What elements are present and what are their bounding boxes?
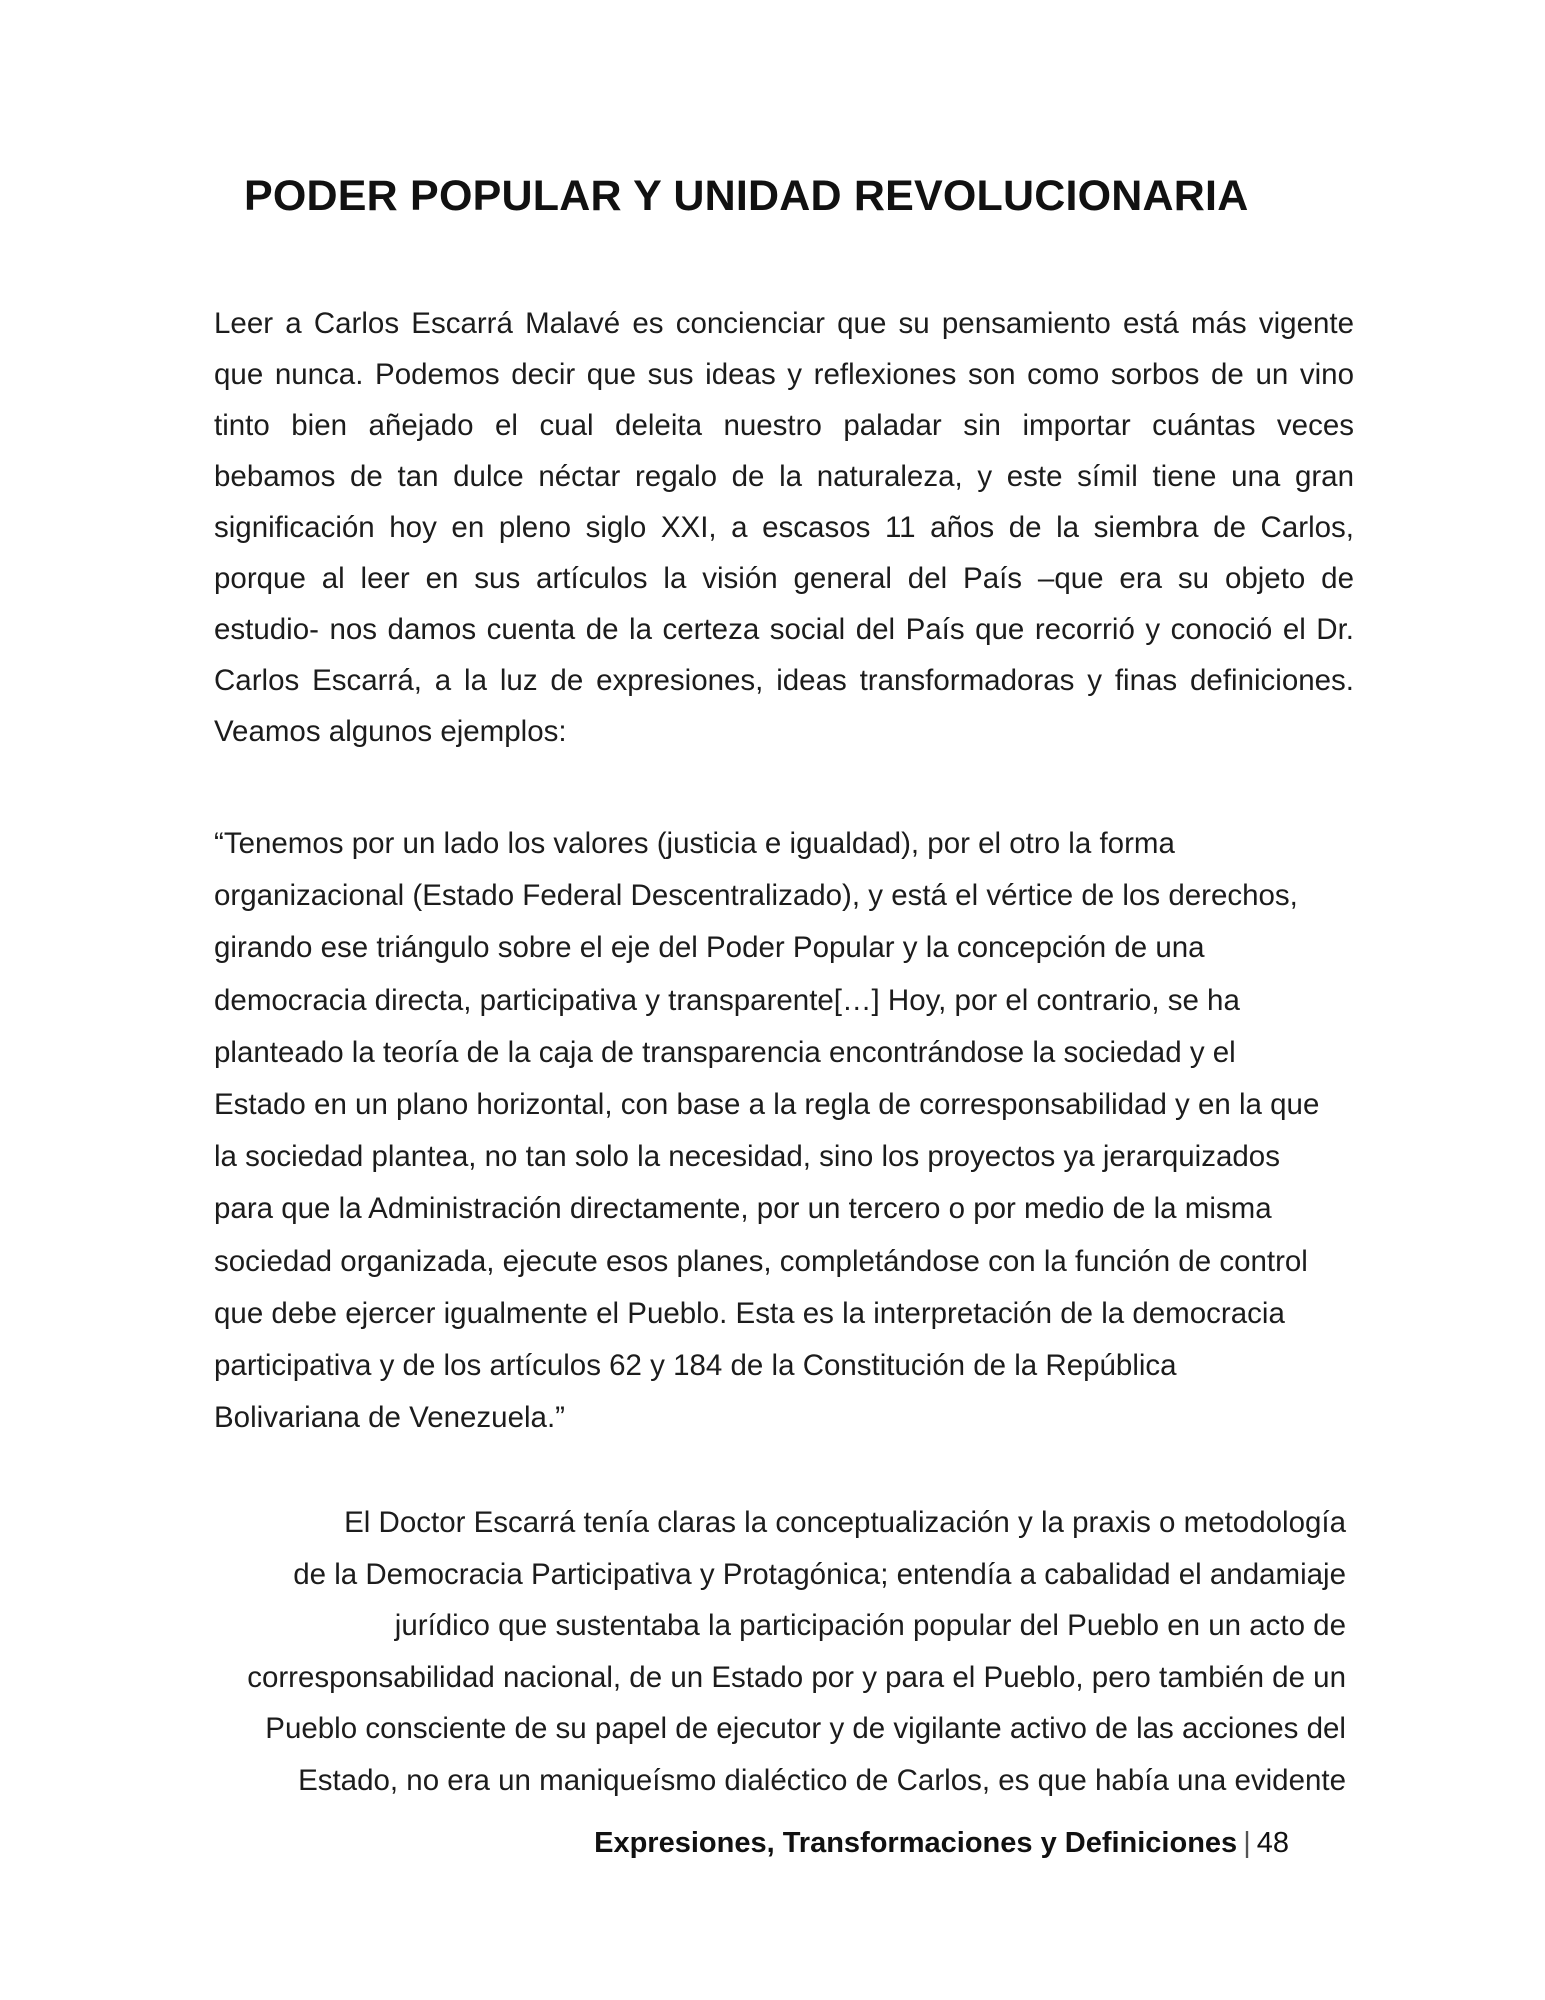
paragraph-line: estudio- nos damos cuenta de la certeza social del País que recorrió y conoció el Dr. [214, 613, 1354, 646]
quote-line: Estado en un plano horizontal, con base a la regla de corresponsabilidad y en la que [214, 1088, 1320, 1122]
page-title: PODER POPULAR Y UNIDAD REVOLUCIONARIA [244, 172, 1249, 220]
page-number: 48 [1256, 1827, 1289, 1859]
paragraph-line: Estado, no era un maniqueísmo dialéctico de Carlos, es que había una evidente [298, 1763, 1346, 1797]
quote-line: para que la Administración directamente, por un tercero o por medio de la misma [214, 1192, 1272, 1226]
footer-book-title: Expresiones, Transformaciones y Definiciones [594, 1827, 1238, 1859]
quote-block [214, 818, 1354, 1444]
paragraph-line: El Doctor Escarrá tenía claras la conceptualización y la praxis o metodología [344, 1506, 1346, 1539]
paragraph-line: tinto bien añejado el cual deleita nuestro paladar sin importar cuántas veces [214, 409, 1354, 442]
intro-paragraph [214, 298, 1354, 757]
quote-line: sociedad organizada, ejecute esos planes, completándose con la función de control [214, 1244, 1308, 1278]
paragraph-line: Pueblo consciente de su papel de ejecutor y de vigilante activo de las acciones del [265, 1712, 1346, 1745]
quote-line: que debe ejercer igualmente el Pueblo. Esta es la interpretación de la democracia [214, 1296, 1285, 1330]
quote-line: planteado la teoría de la caja de transparencia encontrándose la sociedad y el [214, 1035, 1236, 1069]
quote-line: Bolivariana de Venezuela.” [214, 1401, 565, 1435]
paragraph-line: que nunca. Podemos decir que sus ideas y reflexiones son como sorbos de un vino [214, 358, 1354, 391]
page-footer [594, 1827, 1289, 1860]
paragraph-line: jurídico que sustentaba la participación popular del Pueblo en un acto de [394, 1609, 1346, 1642]
quote-line: participativa y de los artículos 62 y 184 de la Constitución de la República [214, 1349, 1177, 1383]
paragraph-line: porque al leer en sus artículos la visión general del País –que era su objeto de [214, 562, 1354, 595]
body-paragraph [200, 1497, 1346, 1806]
paragraph-line: Veamos algunos ejemplos: [214, 715, 567, 748]
paragraph-line: bebamos de tan dulce néctar regalo de la naturaleza, y este símil tiene una gran [214, 460, 1354, 493]
quote-line: girando ese triángulo sobre el eje del Poder Popular y la concepción de una [214, 931, 1205, 965]
paragraph-line: significación hoy en pleno siglo XXI, a escasos 11 años de la siembra de Carlos, [214, 511, 1354, 544]
quote-line: la sociedad plantea, no tan solo la necesidad, sino los proyectos ya jerarquizados [214, 1140, 1280, 1174]
quote-line: “Tenemos por un lado los valores (justicia e igualdad), por el otro la forma [214, 827, 1175, 860]
paragraph-line: Leer a Carlos Escarrá Malavé es concienciar que su pensamiento está más vigente [214, 307, 1354, 340]
paragraph-line: Carlos Escarrá, a la luz de expresiones, ideas transformadoras y finas definiciones. [214, 664, 1354, 697]
quote-line: organizacional (Estado Federal Descentralizado), y está el vértice de los derechos, [214, 879, 1298, 913]
paragraph-line: corresponsabilidad nacional, de un Estado por y para el Pueblo, pero también de un [247, 1660, 1346, 1694]
quote-line: democracia directa, participativa y transparente[…] Hoy, por el contrario, se ha [214, 983, 1240, 1017]
paragraph-line: de la Democracia Participativa y Protagónica; entendía a cabalidad el andamiaje [293, 1557, 1346, 1591]
footer-separator: | [1243, 1827, 1251, 1859]
